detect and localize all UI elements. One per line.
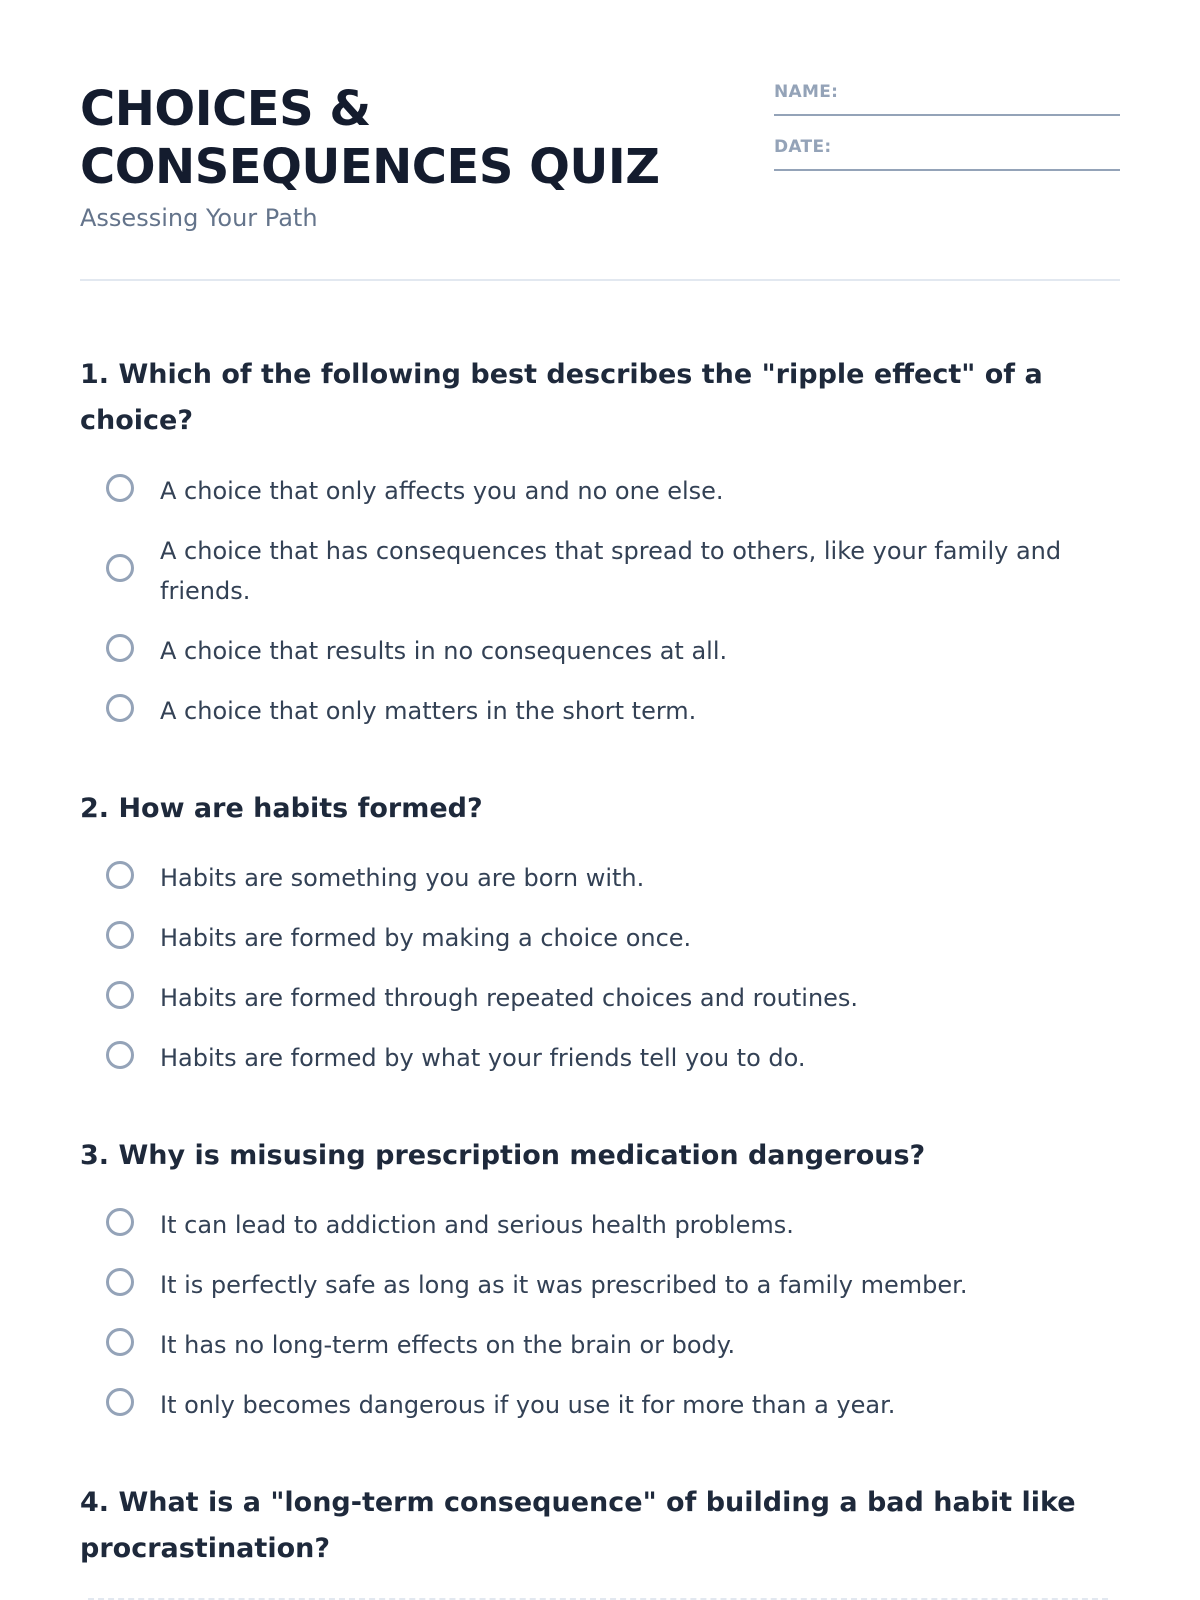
question-1-option-d[interactable] bbox=[106, 691, 1106, 731]
radio-button-icon[interactable] bbox=[106, 981, 134, 1009]
option-text-line-1: A choice that has consequences that spread to others, like your family and bbox=[160, 537, 1062, 565]
radio-button-icon[interactable] bbox=[106, 861, 134, 889]
option-text: Habits are formed through repeated choices and routines. bbox=[160, 984, 859, 1012]
radio-button-icon[interactable] bbox=[106, 1268, 134, 1296]
question-4-title-line-1: 4. What is a "long-term consequence" of building a bad habit like bbox=[80, 1487, 1076, 1518]
question-3-option-c[interactable] bbox=[106, 1325, 1106, 1365]
question-1-option-b[interactable] bbox=[106, 531, 1106, 611]
question-2-option-b[interactable] bbox=[106, 918, 1106, 958]
question-2-option-d[interactable] bbox=[106, 1038, 1106, 1078]
quiz-page bbox=[80, 0, 1120, 1600]
radio-button-icon[interactable] bbox=[106, 1388, 134, 1416]
quiz-header bbox=[80, 80, 1120, 280]
option-text: A choice that only matters in the short term. bbox=[160, 697, 697, 725]
option-text: Habits are formed by what your friends tell you to do. bbox=[160, 1044, 806, 1072]
option-text: It only becomes dangerous if you use it for more than a year. bbox=[160, 1391, 896, 1419]
option-text: A choice that results in no consequences at all. bbox=[160, 637, 728, 665]
question-1-option-a[interactable] bbox=[106, 471, 1106, 511]
radio-button-icon[interactable] bbox=[106, 554, 134, 582]
option-text: It is perfectly safe as long as it was prescribed to a family member. bbox=[160, 1271, 968, 1299]
radio-button-icon[interactable] bbox=[106, 634, 134, 662]
question-3-title: 3. Why is misusing prescription medication dangerous? bbox=[80, 1140, 926, 1171]
question-1-title bbox=[80, 352, 1080, 444]
option-text-line-2: friends. bbox=[160, 577, 251, 605]
radio-button-icon[interactable] bbox=[106, 1328, 134, 1356]
name-label: NAME: bbox=[774, 82, 839, 102]
title-line-2: CONSEQUENCES QUIZ bbox=[80, 139, 660, 195]
question-4-title bbox=[80, 1480, 1080, 1572]
date-field[interactable] bbox=[774, 135, 1120, 171]
question-1-title-line-2: choice? bbox=[80, 405, 194, 436]
question-2-option-a[interactable] bbox=[106, 858, 1106, 898]
header-divider bbox=[80, 279, 1120, 281]
question-3-option-d[interactable] bbox=[106, 1385, 1106, 1425]
question-4-title-line-2: procrastination? bbox=[80, 1533, 331, 1564]
page-subtitle: Assessing Your Path bbox=[80, 204, 318, 232]
radio-button-icon[interactable] bbox=[106, 694, 134, 722]
question-3-option-b[interactable] bbox=[106, 1265, 1106, 1305]
question-2-title: 2. How are habits formed? bbox=[80, 793, 483, 824]
radio-button-icon[interactable] bbox=[106, 1041, 134, 1069]
option-text: Habits are something you are born with. bbox=[160, 864, 645, 892]
radio-button-icon[interactable] bbox=[106, 921, 134, 949]
question-1-option-c[interactable] bbox=[106, 631, 1106, 671]
option-text: It has no long-term effects on the brain or body. bbox=[160, 1331, 736, 1359]
title-line-1: CHOICES & bbox=[80, 81, 371, 137]
option-text: Habits are formed by making a choice once. bbox=[160, 924, 692, 952]
page-title bbox=[80, 80, 720, 196]
date-label: DATE: bbox=[774, 137, 832, 157]
radio-button-icon[interactable] bbox=[106, 1208, 134, 1236]
option-text: It can lead to addiction and serious health problems. bbox=[160, 1211, 794, 1239]
option-text bbox=[160, 531, 1090, 611]
name-field[interactable] bbox=[774, 80, 1120, 116]
question-3-option-a[interactable] bbox=[106, 1205, 1106, 1245]
question-1-title-line-1: 1. Which of the following best describes the "ripple effect" of a bbox=[80, 359, 1043, 390]
question-2-option-c[interactable] bbox=[106, 978, 1106, 1018]
radio-button-icon[interactable] bbox=[106, 474, 134, 502]
option-text: A choice that only affects you and no one else. bbox=[160, 477, 724, 505]
